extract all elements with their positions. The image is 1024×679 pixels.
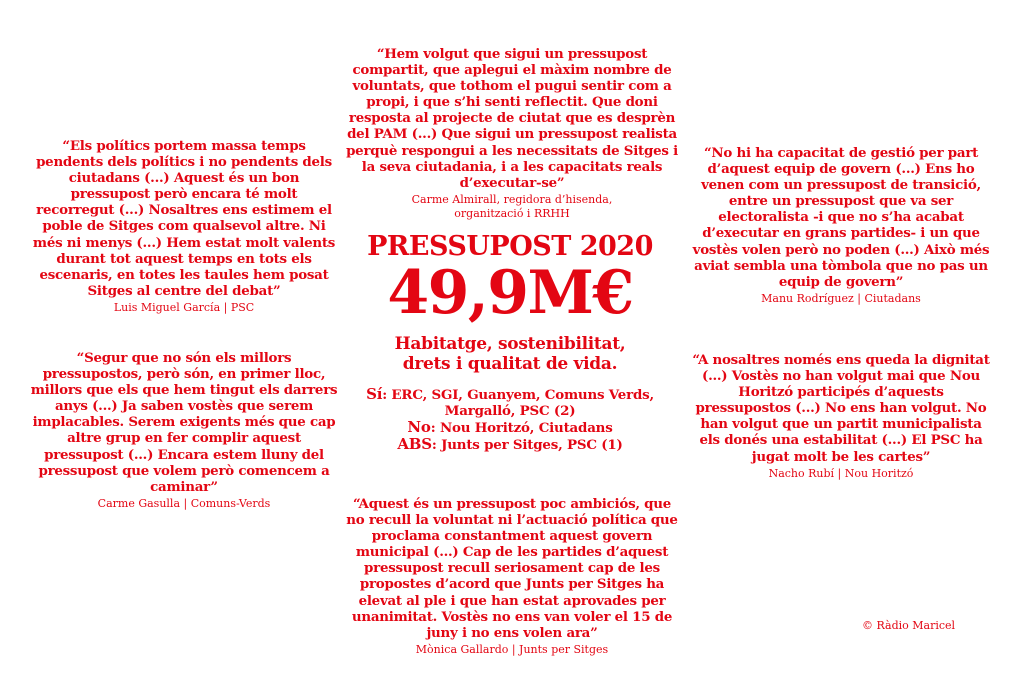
budget-title: PRESSUPOST 2020 xyxy=(367,231,653,262)
quote-author: Nacho Rubí | Nou Horitzó xyxy=(768,466,914,480)
vote-line-yes xyxy=(340,386,680,419)
quote-rubi xyxy=(684,352,998,481)
vote-results xyxy=(340,386,680,453)
quote-gasulla xyxy=(28,350,340,511)
quote-author: Mònica Gallardo | Junts per Sitges xyxy=(415,642,609,656)
quote-text: “A nosaltres només ens queda la dignitat (...) Vostès no han volgut mai que Nou Horitzó participés d’aquests pressupostos (...) No ens han volgut. No han volgut que un partit municipalista els donés una estabilitat (...) El PSC ha jugat molt be les cartes” xyxy=(692,352,990,465)
quote-gallardo xyxy=(340,496,684,657)
budget-summary xyxy=(340,232,680,453)
budget-subtitle: Habitatge, sostenibilitat, drets i qualitat de vida. xyxy=(394,334,626,374)
quote-garcia xyxy=(28,138,340,315)
quote-text: “Els polítics portem massa temps pendents dels polítics i no pendents dels ciutadans (...) Aquest és un bon pressupost però encara té molt recorregut (...) Nosaltres ens estimem el poble de Sitges com qualsevol altre. Ni més ni menys (...) Hem estat molt valents durant tot aquest temps en tots els escenaris, en totes les taules hem posat Sitges al centre del debat” xyxy=(32,138,336,299)
quote-text: “Segur que no són els millors pressupostos, però són, en primer lloc, millors que els que hem tingut els darrers anys (...) Ja saben vostès que serem implacables. Serem exigents més que cap altre grup en fer complir aquest pressupost (...) Encara estem lluny del pressupost que volem però comencem a caminar” xyxy=(30,350,338,495)
quote-text: “No hi ha capacitat de gestió per part d’aquest equip de govern (...) Ens ho venen com un pressupost de transició, entre un pressupost que va ser electoralista -i que no s’ha acabat d’executar en grans partides- i un que vostès volen però no poden (...) Això més aviat sembla una tòmbola que no pas un equip de govern” xyxy=(692,145,990,290)
quote-author: Carme Gasulla | Comuns-Verds xyxy=(97,496,271,510)
vote-key-abs: ABS xyxy=(397,435,432,453)
quote-author: Luis Miguel García | PSC xyxy=(113,300,255,314)
copyright-notice: © Ràdio Maricel xyxy=(862,619,956,632)
vote-parties-yes: : ERC, SGI, Guanyem, Comuns Verds, Margalló, PSC (2) xyxy=(382,387,654,419)
quote-almirall xyxy=(340,46,684,221)
quote-text: “Hem volgut que sigui un pressupost compartit, que aplegui el màxim nombre de voluntats, que tothom el pugui sentir com a propi, i que s’hi senti reflectit. Que doni resposta al projecte de ciutat que es desprèn del PAM (...) Que sigui un pressupost realista perquè respongui a les necessitats de Sitges i la seva ciutadania, i a les capacitats reals d’executar-se” xyxy=(346,46,678,191)
vote-key-no: No xyxy=(407,418,431,436)
vote-line-no xyxy=(340,419,680,436)
vote-key-yes: Sí xyxy=(366,385,383,403)
quote-author: Carme Almirall, regidora d’hisenda, organització i RRHH xyxy=(411,192,613,220)
vote-line-abs xyxy=(340,436,680,453)
quote-rodriguez xyxy=(684,145,998,306)
vote-parties-no: : Nou Horitzó, Ciutadans xyxy=(430,420,613,436)
vote-parties-abs: : Junts per Sitges, PSC (1) xyxy=(431,437,623,453)
quote-text: “Aquest és un pressupost poc ambiciós, que no recull la voluntat ni l’actuació política que proclama constantment aquest govern municipal (...) Cap de les partides d’aquest pressupost recull seriosament cap de les propostes d’acord que Junts per Sitges ha elevat al ple i que han estat aprovades per unanimitat. Vostès no ens van voler el 15 de juny i no ens volen ara” xyxy=(346,496,678,641)
budget-amount: 49,9M€ xyxy=(387,258,633,328)
quote-author: Manu Rodríguez | Ciutadans xyxy=(761,291,921,305)
